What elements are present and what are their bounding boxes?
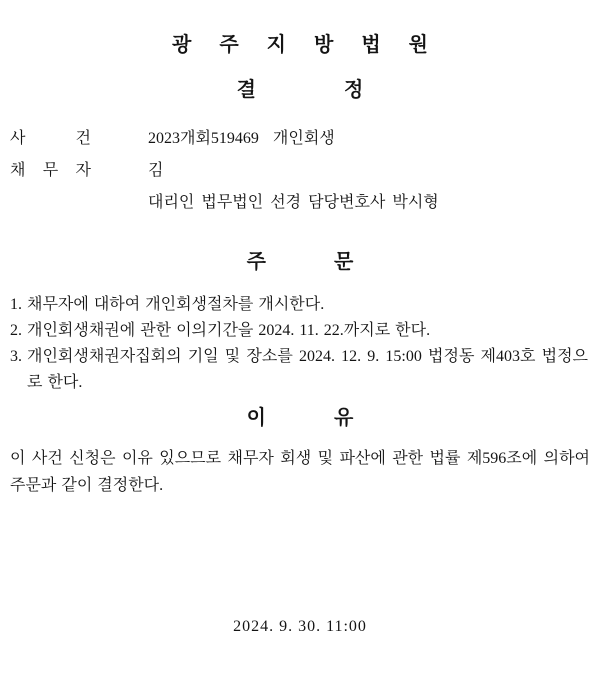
- debtor-row: [0, 162, 600, 179]
- representative-text: 대리인 법무법인 선경 담당변호사 박시형: [148, 194, 439, 211]
- case-value: [148, 130, 335, 147]
- reason-heading: 이 유: [246, 407, 354, 429]
- order-list: [0, 292, 600, 396]
- case-number: 2023개회519469: [148, 130, 259, 147]
- order-item-number: 3.: [10, 348, 22, 365]
- decision-datetime: 2024. 9. 30. 11:00: [233, 618, 367, 635]
- reason-paragraph: 이 사건 신청은 이유 있으므로 채무자 회생 및 파산에 관한 법률 제596조에 의하여 주문과 같이 결정한다.: [10, 450, 590, 494]
- order-item: [0, 344, 600, 396]
- order-item-number: 1.: [10, 296, 22, 313]
- debtor-name: 김: [148, 162, 164, 179]
- case-info-section: [0, 130, 600, 211]
- order-item-number: 2.: [10, 322, 22, 339]
- court-decision-document: [0, 34, 600, 688]
- case-row: [0, 130, 600, 147]
- case-type: 개인회생: [272, 130, 335, 147]
- case-label: 사 건: [10, 130, 91, 147]
- debtor-label: 채 무 자: [10, 162, 91, 179]
- order-item-text: 개인회생채권에 관한 이의기간을 2024. 11. 22.까지로 한다.: [27, 322, 431, 339]
- order-item: [0, 292, 600, 318]
- order-item: [0, 318, 600, 344]
- representative-row: [0, 194, 600, 211]
- decision-title: 결 정: [236, 79, 364, 101]
- order-item-text: 채무자에 대하여 개인회생절차를 개시한다.: [27, 296, 325, 313]
- court-name-heading: 광 주 지 방 법 원: [172, 34, 428, 56]
- order-heading: 주 문: [246, 251, 354, 273]
- order-item-text: 개인회생채권자집회의 기일 및 장소를 2024. 12. 9. 15:00 법정동 제403호 법정으로 한다.: [27, 348, 588, 391]
